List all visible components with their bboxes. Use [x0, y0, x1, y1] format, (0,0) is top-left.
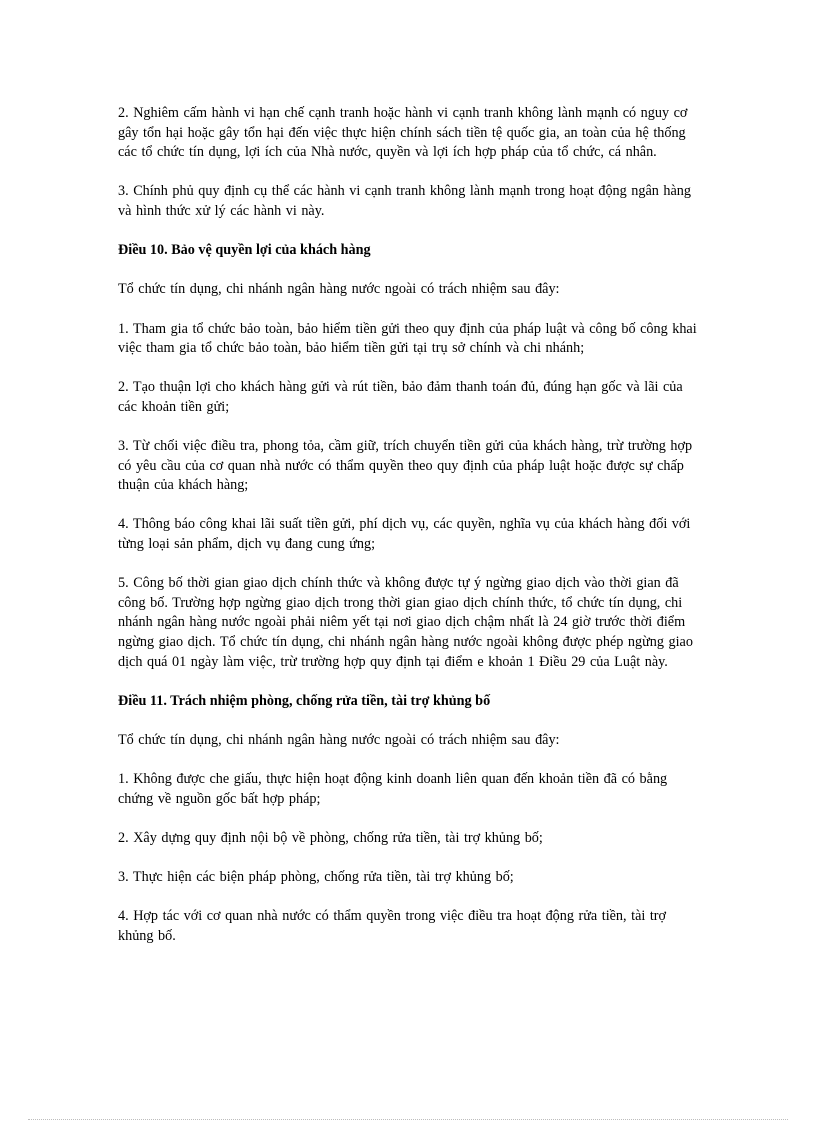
- article-10-heading: Điều 10. Bảo vệ quyền lợi của khách hàng: [118, 242, 371, 259]
- paragraph-art10-clause4: 4. Thông báo công khai lãi suất tiền gửi, phí dịch vụ, các quyền, nghĩa vụ của khách hàng đối với từng loại sản phẩm, dịch vụ đang cung ứng;: [118, 516, 691, 553]
- article-11-heading: Điều 11. Trách nhiệm phòng, chống rửa tiền, tài trợ khủng bố: [118, 692, 491, 709]
- paragraph-art11-clause4: 4. Hợp tác với cơ quan nhà nước có thẩm quyền trong việc điều tra hoạt động rửa tiền, tài trợ khủng bố.: [118, 908, 667, 944]
- paragraph-art9-clause2: 2. Nghiêm cấm hành vi hạn chế cạnh tranh hoặc hành vi cạnh tranh không lành mạnh có nguy cơ gây tổn hại hoặc gây tổn hại đến việc thực hiện chính sách tiền tệ quốc gia, an toàn của hệ thống các tổ chức tín dụng, lợi ích của Nhà nước, quyền và lợi ích hợp pháp của tổ chức, cá nhân.: [118, 105, 688, 161]
- paragraph-art10-clause1: 1. Tham gia tổ chức bảo toàn, bảo hiểm tiền gửi theo quy định của pháp luật và công bố công khai việc tham gia tổ chức bảo toàn, bảo hiểm tiền gửi tại trụ sở chính và chi nhánh;: [118, 320, 697, 357]
- paragraph-art10-intro: Tổ chức tín dụng, chi nhánh ngân hàng nước ngoài có trách nhiệm sau đây:: [118, 281, 560, 298]
- paragraph-art11-intro: Tổ chức tín dụng, chi nhánh ngân hàng nước ngoài có trách nhiệm sau đây:: [118, 732, 560, 748]
- paragraph-art10-clause3: 3. Từ chối việc điều tra, phong tỏa, cầm giữ, trích chuyển tiền gửi của khách hàng, trừ trường hợp có yêu cầu của cơ quan nhà nước có thẩm quyền theo quy định của pháp luật hoặc được sự chấp thuận của khách hàng;: [118, 438, 693, 494]
- paragraph-art10-clause5: 5. Công bố thời gian giao dịch chính thức và không được tự ý ngừng giao dịch vào thời gian đã công bố. Trường hợp ngừng giao dịch trong thời gian giao dịch chính thức, tổ chức tín dụng, chi nhánh ngân hàng nước ngoài phải niêm yết tại nơi giao dịch chậm nhất là 24 giờ trước thời điểm ngừng giao dịch. Tổ chức tín dụng, chi nhánh ngân hàng nước ngoài không được phép ngừng giao dịch quá 01 ngày làm việc, trừ trường hợp quy định tại điểm e khoản 1 Điều 29 của Luật này.: [118, 575, 693, 670]
- paragraph-art11-clause1: 1. Không được che giấu, thực hiện hoạt động kinh doanh liên quan đến khoản tiền đã có bằng chứng về nguồn gốc bất hợp pháp;: [118, 771, 668, 807]
- page-bottom-divider: [28, 1119, 788, 1120]
- paragraph-art9-clause3: 3. Chính phủ quy định cụ thể các hành vi cạnh tranh không lành mạnh trong hoạt động ngân hàng và hình thức xử lý các hành vi này.: [118, 183, 691, 219]
- paragraph-art11-clause2: 2. Xây dựng quy định nội bộ về phòng, chống rửa tiền, tài trợ khủng bố;: [118, 829, 543, 846]
- paragraph-art11-clause3: 3. Thực hiện các biện pháp phòng, chống rửa tiền, tài trợ khủng bố;: [118, 869, 514, 886]
- paragraph-art10-clause2: 2. Tạo thuận lợi cho khách hàng gửi và rút tiền, bảo đảm thanh toán đủ, đúng hạn gốc và lãi của các khoản tiền gửi;: [118, 379, 683, 415]
- document-page: [118, 104, 698, 966]
